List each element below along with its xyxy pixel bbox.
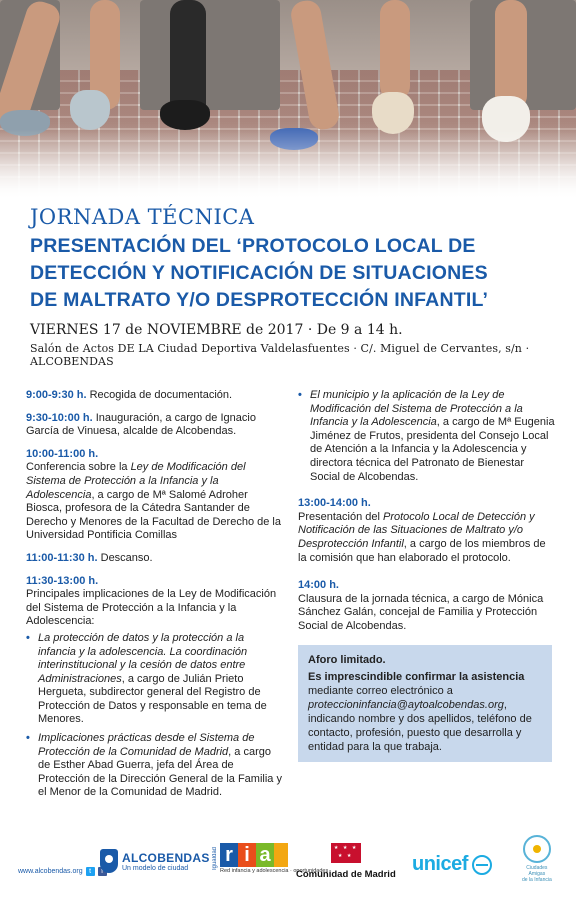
ria-letter: i <box>238 843 256 867</box>
alcobendas-tagline: Un modelo de ciudad <box>122 864 189 872</box>
cai-text-line: Amigas <box>528 871 546 877</box>
program-text-part: , a cargo de Mª Salomé Adroher Biosca, profesora de la Cátedra Santander de Derecho y Menores de la Facultad de Derecho de la Universidad Pontificia Comillas <box>26 488 281 542</box>
twitter-icon[interactable]: t <box>86 867 95 876</box>
event-title-line: PRESENTACIÓN DEL ‘PROTOCOLO LOCAL DE <box>30 235 476 257</box>
program-text: Descanso. <box>97 551 153 564</box>
program-text: Inauguración, a cargo de Ignacio García de Vinuesa, alcalde de Alcobendas. <box>26 411 256 438</box>
program-list <box>298 389 556 484</box>
shoe <box>70 90 110 130</box>
program-block <box>26 575 284 801</box>
footer-logos <box>0 835 576 901</box>
event-venue: Salón de Actos DE LA Ciudad Deportiva Valdelasfuentes · C/. Miguel de Cervantes, s/n · ALCOBENDAS <box>30 342 530 368</box>
shoe <box>160 100 210 130</box>
website-text[interactable]: www.alcobendas.org <box>18 868 83 875</box>
program-time: 11:30-13:00 h. <box>26 574 99 587</box>
program-text-part: , a cargo de los miembros de la comisión que han elaborado el protocolo. <box>298 537 546 564</box>
notice-heading: Aforo limitado. <box>308 654 386 666</box>
event-title-line: DE MALTRATO Y/O DESPROTECCIÓN INFANTIL’ <box>30 289 489 311</box>
registration-notice <box>298 645 552 762</box>
notice-body <box>308 670 542 754</box>
unicef-wordmark: unicef <box>412 853 468 875</box>
program-time: 13:00-14:00 h. <box>298 497 371 510</box>
alcobendas-name: ALCOBENDAS <box>122 850 210 865</box>
program-block <box>26 389 284 403</box>
program-text-italic: Implicaciones prácticas desde el Sistema de Protección de la Comunidad de Madrid <box>38 732 255 758</box>
program-time: 14:00 h. <box>298 579 339 592</box>
comunidad-madrid-name: Comunidad de Madrid <box>296 869 396 880</box>
event-header <box>30 205 560 368</box>
program-text-italic: Protocolo Local de Detección y Notificación de las Situaciones de Maltrato y/o Desprotección Infantil <box>298 510 535 550</box>
program-text-italic: Ley de Modificación del Sistema de Protección a la Infancia y la Adolescencia <box>26 461 246 501</box>
program-text-part: Presentación del <box>298 510 383 523</box>
event-title-line: DETECCIÓN Y NOTIFICACIÓN DE SITUACIONES <box>30 262 488 284</box>
list-item <box>298 389 556 484</box>
event-kicker: JORNADA TÉCNICA <box>30 205 255 229</box>
program-time: 9:30-10:00 h. <box>26 411 93 424</box>
alcobendas-logo <box>100 849 210 873</box>
program-text-part: , a cargo de Julián Prieto Hergueta, subdirector general del Registro de Protección de Datos y responsable en tema de Menores. <box>38 672 267 726</box>
program-block <box>26 412 284 439</box>
program-column-right <box>298 389 556 643</box>
globe-icon <box>472 855 492 875</box>
website-link[interactable] <box>18 867 107 876</box>
program-block <box>26 448 284 543</box>
bench-center <box>140 0 280 110</box>
program-block <box>298 579 556 633</box>
unicef-logo <box>412 853 492 876</box>
program-block <box>298 497 556 565</box>
program-text <box>26 461 284 543</box>
ria-subtitle: Red infancia y adolescencia · oportunidades <box>220 868 329 874</box>
facebook-icon[interactable]: f <box>98 867 107 876</box>
hero-photo <box>0 0 576 200</box>
program-time: 9:00-9:30 h. <box>26 389 87 401</box>
shoe <box>372 92 414 134</box>
program-text-italic: La protección de datos y la protección a la infancia y la adolescencia. La coordinación interinstitucional y la cesión de datos entre Administraciones <box>38 631 248 685</box>
ria-side-label: Igualdad <box>212 846 218 871</box>
program-text: Principales implicaciones de la Ley de Modificación del Sistema de Protección a la Infancia y la Adolescencia: <box>26 588 277 628</box>
notice-text: mediante correo electrónico a <box>308 685 453 697</box>
program-time: 10:00-11:00 h. <box>26 447 99 460</box>
program-list <box>26 632 284 800</box>
program-text-italic: El municipio y la aplicación de la Ley de Modificación del Sistema de Protección a la Infancia y la Adolescencia <box>310 389 523 429</box>
list-item <box>26 732 284 800</box>
program-text-part: Conferencia sobre la <box>26 461 131 474</box>
leg <box>380 0 410 100</box>
madrid-flag-icon: ★ ★ ★ ★ ★ <box>331 843 361 863</box>
program-time: 11:00-11:30 h. <box>26 551 98 564</box>
child-friendly-city-icon <box>523 835 551 863</box>
hero-fade <box>0 130 576 200</box>
program-text: Recogida de documentación. <box>86 389 233 401</box>
notice-bold: Es imprescindible confirmar la asistencia <box>308 671 525 683</box>
ria-letter: r <box>220 843 238 867</box>
notice-email-link[interactable]: proteccioninfancia@aytoalcobendas.org <box>308 699 504 711</box>
program-text-part: , a cargo de Esther Abad Guerra, jefa del Área de Protección de la Dirección General de la Familia y el Menor de la Comunidad de Madrid. <box>38 745 282 799</box>
event-title <box>30 233 560 314</box>
notice-text: , indicando nombre y dos apellidos, teléfono de contacto, profesión, puesto que desarrolla y entidad para la que trabaja. <box>308 699 532 753</box>
program-text-part: , a cargo de Mª Eugenia Jiménez de Frutos, presidenta del Consejo Local de Atención a la Infancia y la Adolescencia y directora técnica del Patronato de Bienestar Social de Alcobendas. <box>310 416 555 483</box>
comunidad-madrid-logo <box>296 843 396 880</box>
cai-text-line: de la Infancia <box>522 877 552 883</box>
ria-figure-icon <box>274 843 288 867</box>
program-text <box>298 511 556 565</box>
program-column-left <box>26 389 284 809</box>
program-text: Clausura de la jornada técnica, a cargo de Mónica Sánchez Galán, concejal de Familia y Protección Social de Alcobendas. <box>298 592 544 632</box>
event-date: VIERNES 17 de NOVIEMBRE de 2017 · De 9 a 14 h. <box>30 322 403 338</box>
program-block <box>26 552 284 566</box>
cai-text-line: Ciudades <box>526 865 548 871</box>
ria-letter: a <box>256 843 274 867</box>
ciudades-amigas-logo <box>522 835 552 883</box>
shield-icon <box>100 849 118 873</box>
leg <box>495 0 527 110</box>
list-item <box>26 632 284 727</box>
